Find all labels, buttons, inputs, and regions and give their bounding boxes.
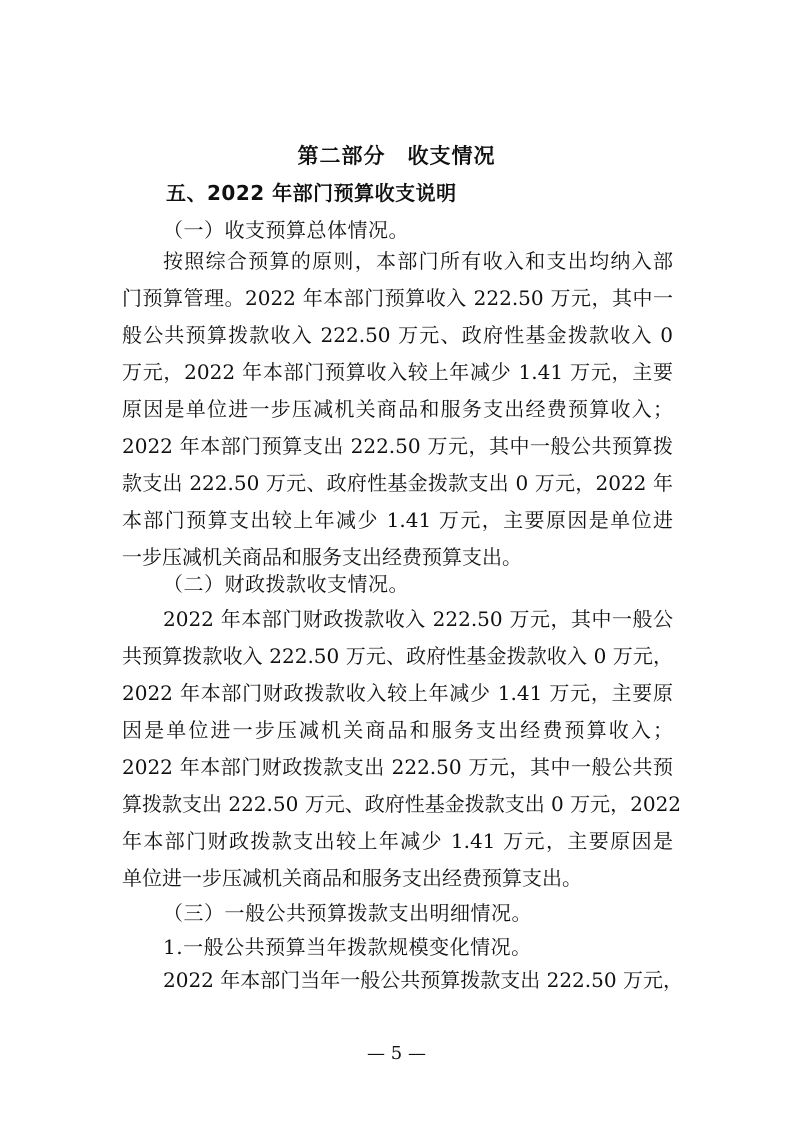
paragraph-line: 款支出 222.50 万元、政府性基金拨款支出 0 万元，2022 年 bbox=[122, 471, 673, 495]
page-number: — 5 — bbox=[367, 1043, 426, 1064]
list-item-heading-1: 1.一般公共预算当年拨款规模变化情况。 bbox=[163, 935, 532, 959]
paragraph-line: 单位进一步压减机关商品和服务支出经费预算支出。 bbox=[122, 866, 582, 890]
paragraph-line: 算拨款支出 222.50 万元、政府性基金拨款支出 0 万元，2022 bbox=[122, 792, 682, 816]
paragraph-line: 2022 年本部门预算支出 222.50 万元，其中一般公共预算拨 bbox=[122, 434, 673, 458]
paragraph-line: 共预算拨款收入 222.50 万元、政府性基金拨款收入 0 万元， bbox=[122, 644, 673, 668]
paragraph-line: 按照综合预算的原则，本部门所有收入和支出均纳入部 bbox=[163, 249, 673, 273]
paragraph-line: 原因是单位进一步压减机关商品和服务支出经费预算收入； bbox=[122, 397, 673, 421]
section-title: 五、2022 年部门预算收支说明 bbox=[166, 181, 457, 205]
subsection-heading-3: （三）一般公共预算拨款支出明细情况。 bbox=[163, 901, 532, 925]
paragraph-line: 般公共预算拨款收入 222.50 万元、政府性基金拨款收入 0 bbox=[122, 323, 673, 347]
paragraph-line: 2022 年本部门财政拨款收入较上年减少 1.41 万元，主要原 bbox=[122, 681, 673, 705]
paragraph-line: 门预算管理。2022 年本部门预算收入 222.50 万元，其中一 bbox=[122, 286, 673, 310]
subsection-heading-2: （二）财政拨款收支情况。 bbox=[163, 572, 409, 596]
paragraph-line: 本部门预算支出较上年减少 1.41 万元，主要原因是单位进 bbox=[122, 508, 673, 532]
paragraph-line: 年本部门财政拨款支出较上年减少 1.41 万元，主要原因是 bbox=[122, 829, 673, 853]
paragraph-line: 2022 年本部门财政拨款收入 222.50 万元，其中一般公 bbox=[163, 607, 673, 631]
paragraph-line: 2022 年本部门财政拨款支出 222.50 万元，其中一般公共预 bbox=[122, 755, 673, 779]
paragraph-line: 万元，2022 年本部门预算收入较上年减少 1.41 万元，主要 bbox=[122, 360, 673, 384]
paragraph-line: 一步压减机关商品和服务支出经费预算支出。 bbox=[122, 545, 522, 569]
paragraph-1 bbox=[122, 243, 673, 576]
subsection-heading-1: （一）收支预算总体情况。 bbox=[163, 218, 409, 242]
paragraph-line: 2022 年本部门当年一般公共预算拨款支出 222.50 万元， bbox=[163, 968, 683, 992]
part-title: 第二部分 收支情况 bbox=[297, 144, 496, 168]
paragraph-3 bbox=[122, 962, 683, 999]
paragraph-line: 因是单位进一步压减机关商品和服务支出经费预算收入； bbox=[122, 718, 673, 742]
paragraph-2 bbox=[122, 601, 682, 897]
